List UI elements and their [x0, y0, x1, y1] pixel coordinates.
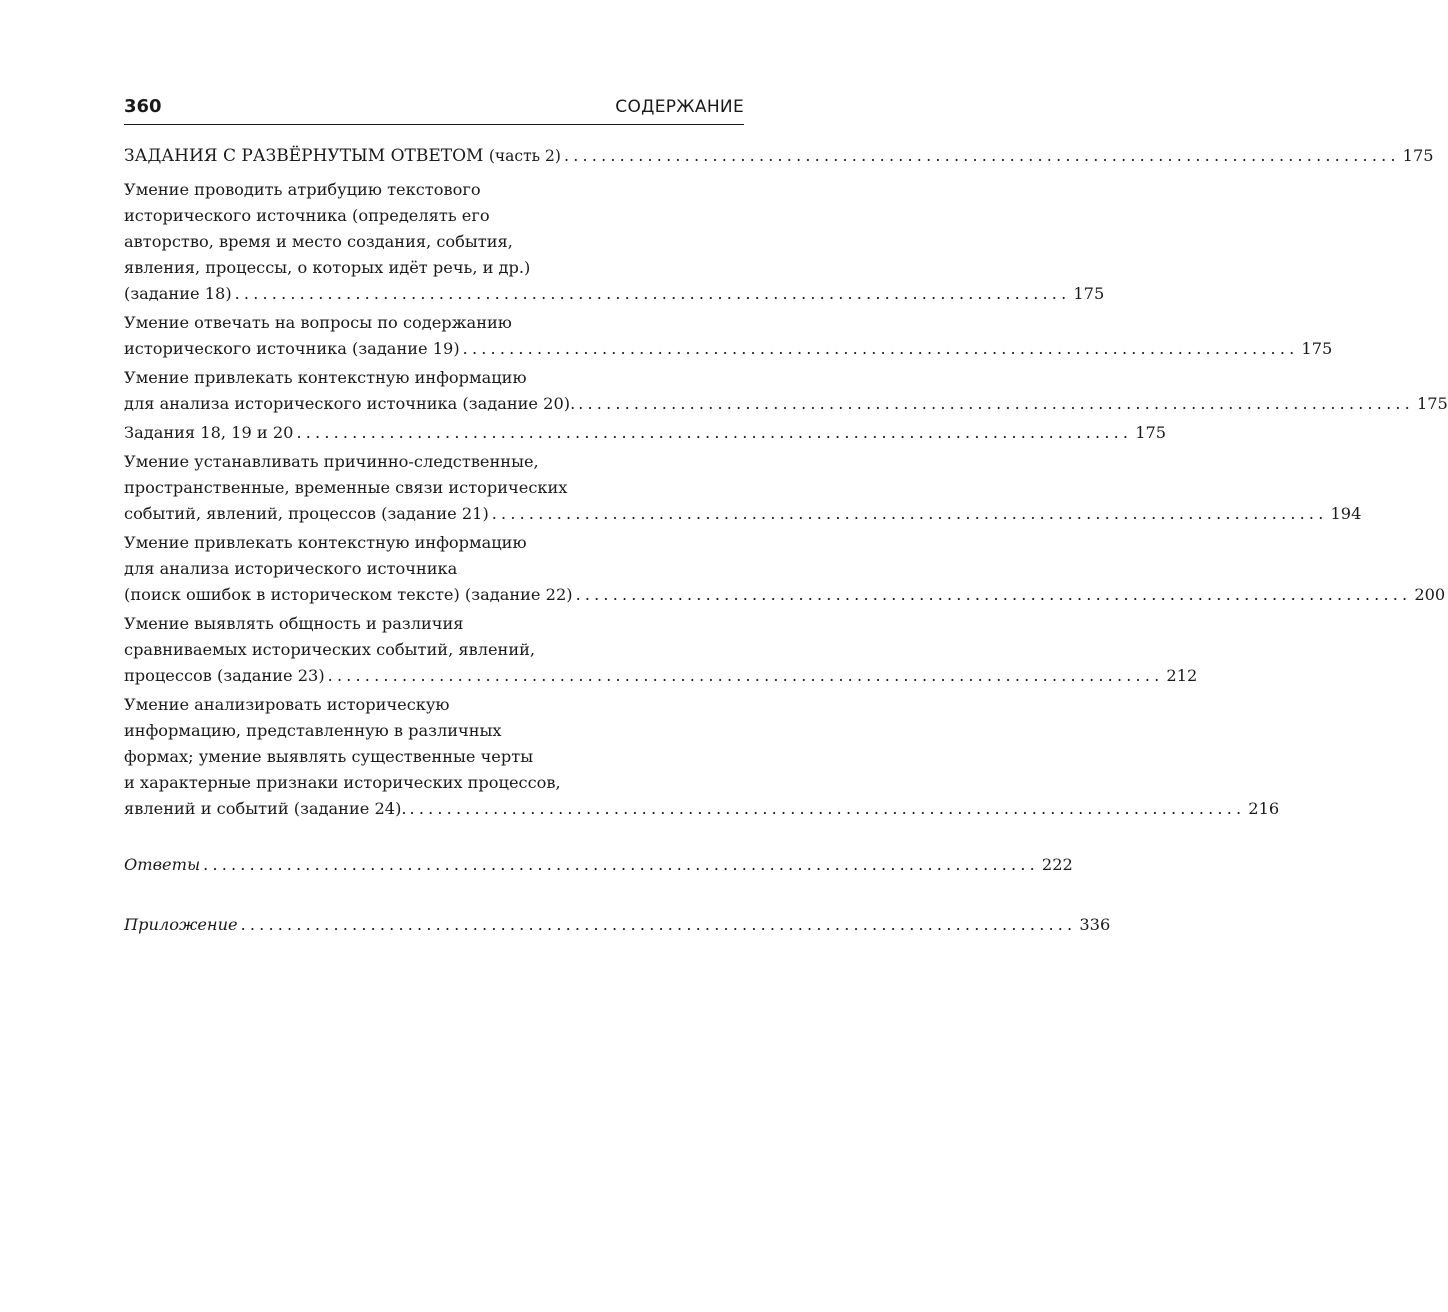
toc-line: Умение выявлять общность и различия	[124, 614, 464, 633]
toc-line: для анализа исторического источника	[124, 559, 458, 578]
page-ref: 175	[1135, 423, 1167, 442]
toc-entry-22[interactable]	[124, 530, 1446, 608]
dot-leader: ..........................................................................................	[409, 799, 1246, 818]
toc-section-heading[interactable]	[124, 143, 1434, 169]
page-ref: 216	[1248, 799, 1280, 818]
toc-line: и характерные признаки исторических процессов,	[124, 773, 561, 792]
page-ref: 175	[1416, 394, 1448, 413]
dot-leader: ..........................................................................................	[563, 146, 1400, 165]
dot-leader: ..........................................................................................	[575, 585, 1412, 604]
toc-line: сравниваемых исторических событий, явлений,	[124, 640, 536, 659]
dot-leader: ..........................................................................................	[327, 666, 1164, 685]
dot-leader: ..........................................................................................	[203, 855, 1039, 874]
toc-line: явлений и событий (задание 24).	[124, 799, 407, 818]
toc-line: информацию, представленную в различных	[124, 721, 502, 740]
toc-line: Умение привлекать контекстную информацию	[124, 368, 527, 387]
toc-line: (задание 18)	[124, 284, 232, 303]
page-ref: 175	[1301, 339, 1333, 358]
page-header	[124, 92, 744, 125]
toc-line: формах; умение выявлять существенные черты	[124, 747, 534, 766]
dot-leader: ..........................................................................................	[240, 915, 1077, 934]
dot-leader: ..........................................................................................	[234, 284, 1071, 303]
toc-entry-20[interactable]	[124, 365, 1448, 417]
toc-answers-label: Ответы	[124, 855, 201, 874]
toc-line: явления, процессы, о которых идёт речь, и др.)	[124, 258, 531, 277]
page-number: 360	[124, 96, 162, 117]
toc-entry-19[interactable]	[124, 310, 1333, 362]
toc-line: Умение привлекать контекстную информацию	[124, 533, 527, 552]
table-of-contents	[124, 143, 1448, 941]
toc-line: исторического источника (задание 19)	[124, 339, 460, 358]
toc-entry-appendix[interactable]	[124, 912, 1111, 938]
toc-line: процессов (задание 23)	[124, 666, 325, 685]
toc-line: Умение анализировать историческую	[124, 695, 450, 714]
toc-line: для анализа исторического источника (задание 20).	[124, 394, 576, 413]
page-ref: 222	[1041, 855, 1073, 874]
page-ref: 212	[1166, 666, 1198, 685]
toc-line: исторического источника (определять его	[124, 206, 490, 225]
toc-entry-18-19-20[interactable]	[124, 420, 1167, 446]
toc-line: Умение отвечать на вопросы по содержанию	[124, 313, 512, 332]
section-title-suffix: (часть 2)	[488, 147, 561, 165]
dot-leader: ..........................................................................................	[491, 504, 1328, 523]
toc-line: пространственные, временные связи исторических	[124, 478, 568, 497]
section-title: ЗАДАНИЯ С РАЗВЁРНУТЫМ ОТВЕТОМ	[124, 146, 484, 166]
page-ref: 336	[1079, 915, 1111, 934]
toc-entry-23[interactable]	[124, 611, 1198, 689]
page-ref: 175	[1402, 146, 1434, 165]
toc-line: Задания 18, 19 и 20	[124, 423, 294, 442]
dot-leader: ..........................................................................................	[462, 339, 1299, 358]
toc-entry-18[interactable]	[124, 177, 1105, 307]
dot-leader: ..........................................................................................	[296, 423, 1133, 442]
toc-entry-answers[interactable]	[124, 852, 1073, 878]
page-ref: 200	[1414, 585, 1446, 604]
dot-leader: ..........................................................................................	[578, 394, 1414, 413]
toc-line: событий, явлений, процессов (задание 21)	[124, 504, 489, 523]
toc-line: авторство, время и место создания, события,	[124, 232, 513, 251]
page-ref: 175	[1073, 284, 1105, 303]
page-ref: 194	[1330, 504, 1362, 523]
toc-line: Умение устанавливать причинно-следственные,	[124, 452, 539, 471]
toc-appendix-label: Приложение	[124, 915, 238, 934]
toc-entry-24[interactable]	[124, 692, 1280, 822]
toc-line: Умение проводить атрибуцию текстового	[124, 180, 481, 199]
toc-entry-21[interactable]	[124, 449, 1362, 527]
toc-line: (поиск ошибок в историческом тексте) (задание 22)	[124, 585, 573, 604]
running-head: СОДЕРЖАНИЕ	[615, 97, 744, 117]
